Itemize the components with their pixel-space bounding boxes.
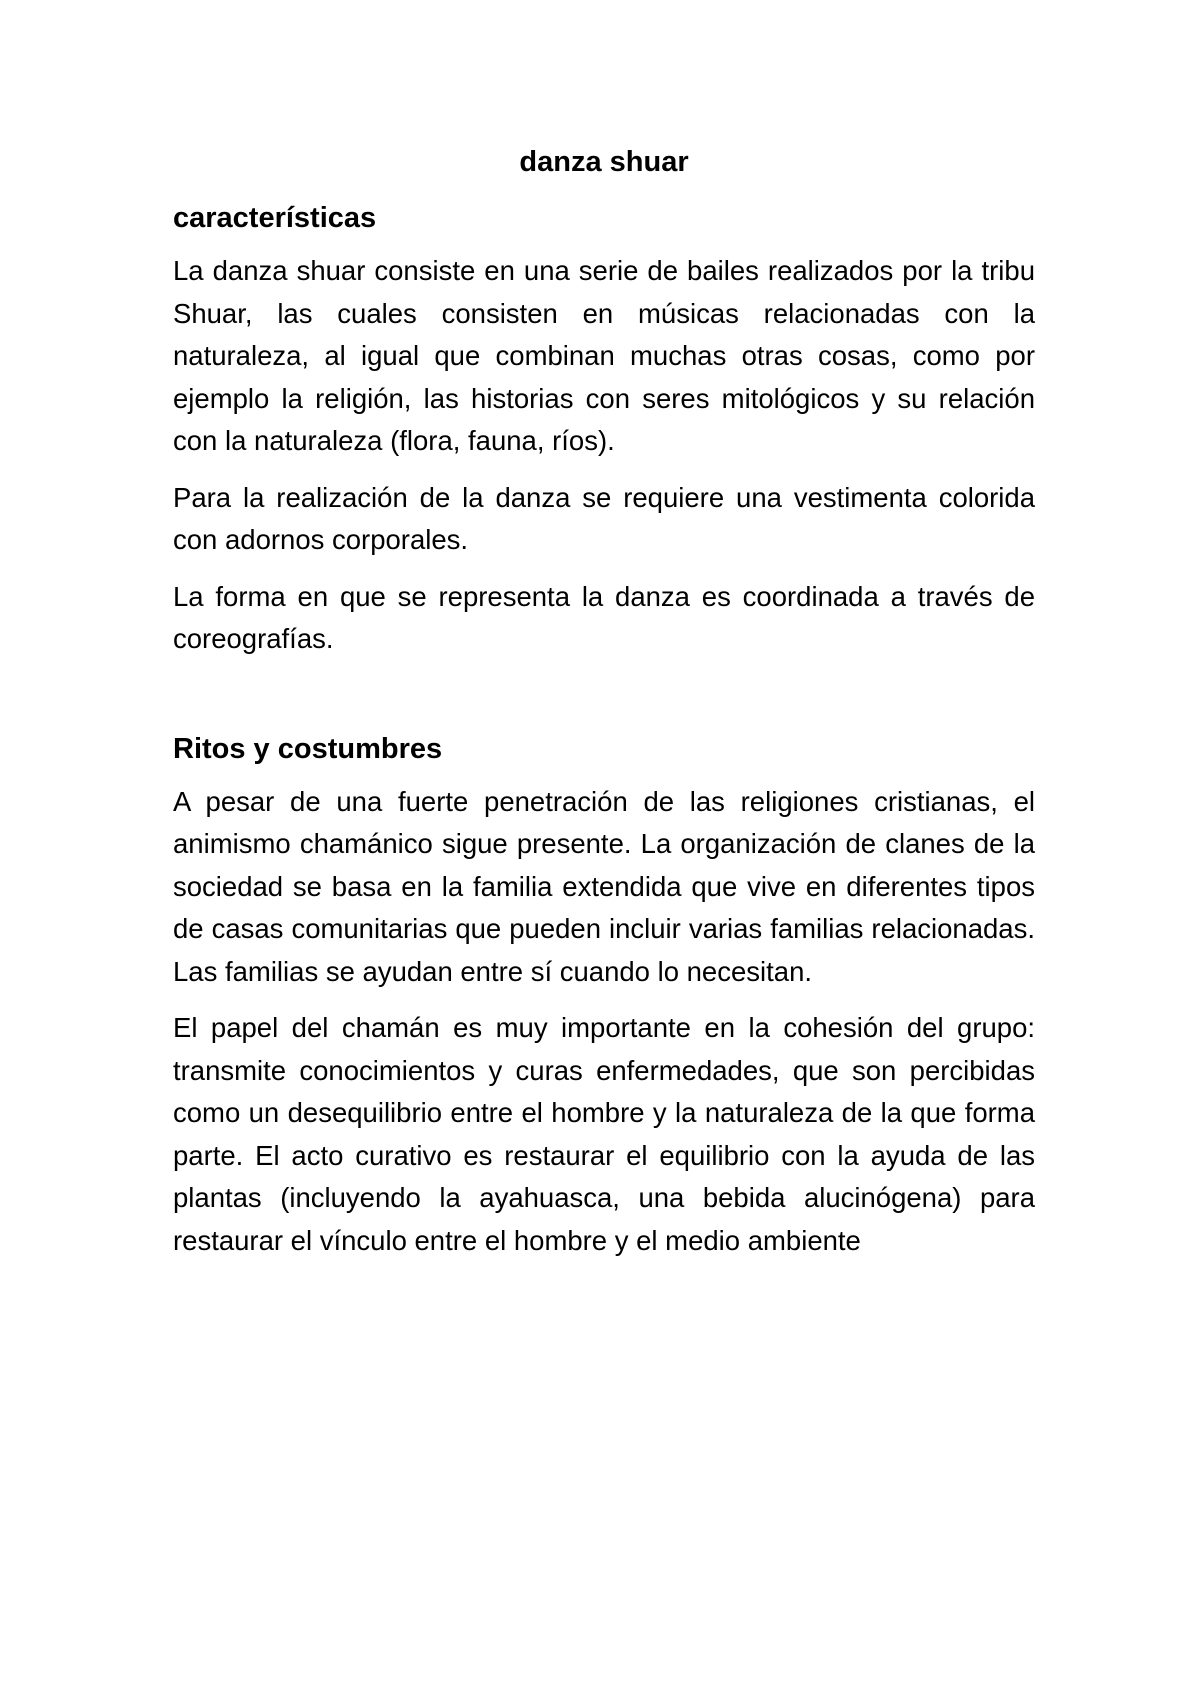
section-heading: características (173, 202, 377, 234)
section-heading: Ritos y costumbres (173, 732, 443, 765)
document-body (173, 140, 1035, 1276)
section-ritos-y-costumbres (173, 727, 1035, 1263)
paragraph: La forma en que se representa la danza es coordinada a través de coreografías. (173, 580, 1035, 654)
document-title: danza shuar (519, 146, 689, 178)
paragraph: La danza shuar consiste en una serie de bailes realizados por la tribu Shuar, las cuales consisten en músicas relacionadas con la naturaleza, al igual que combinan muchas otras cosas, como por ejemplo la religión, las historias con seres mitológicos y su relación con la naturaleza (flora, fauna, ríos). (173, 255, 1035, 456)
paragraph: Para la realización de la danza se requiere una vestimenta colorida con adornos corporales. (173, 481, 1035, 555)
blank-line (173, 675, 1035, 727)
paragraph: A pesar de una fuerte penetración de las religiones cristianas, el animismo chamánico sigue presente. La organización de clanes de la sociedad se basa en la familia extendida que vive en diferentes tipos de casas comunitarias que pueden incluir varias familias relacionadas. Las familias se ayudan entre sí cuando lo necesitan. (173, 785, 1035, 987)
paragraph: El papel del chamán es muy importante en la cohesión del grupo: transmite conocimientos y curas enfermedades, que son percibidas como un desequilibrio entre el hombre y la naturaleza de la que forma parte. El acto curativo es restaurar el equilibrio con la ayuda de las plantas (incluyendo la ayahuasca, una bebida alucinógena) para restaurar el vínculo entre el hombre y el medio ambiente (173, 1012, 1035, 1256)
section-caracteristicas (173, 196, 1035, 661)
